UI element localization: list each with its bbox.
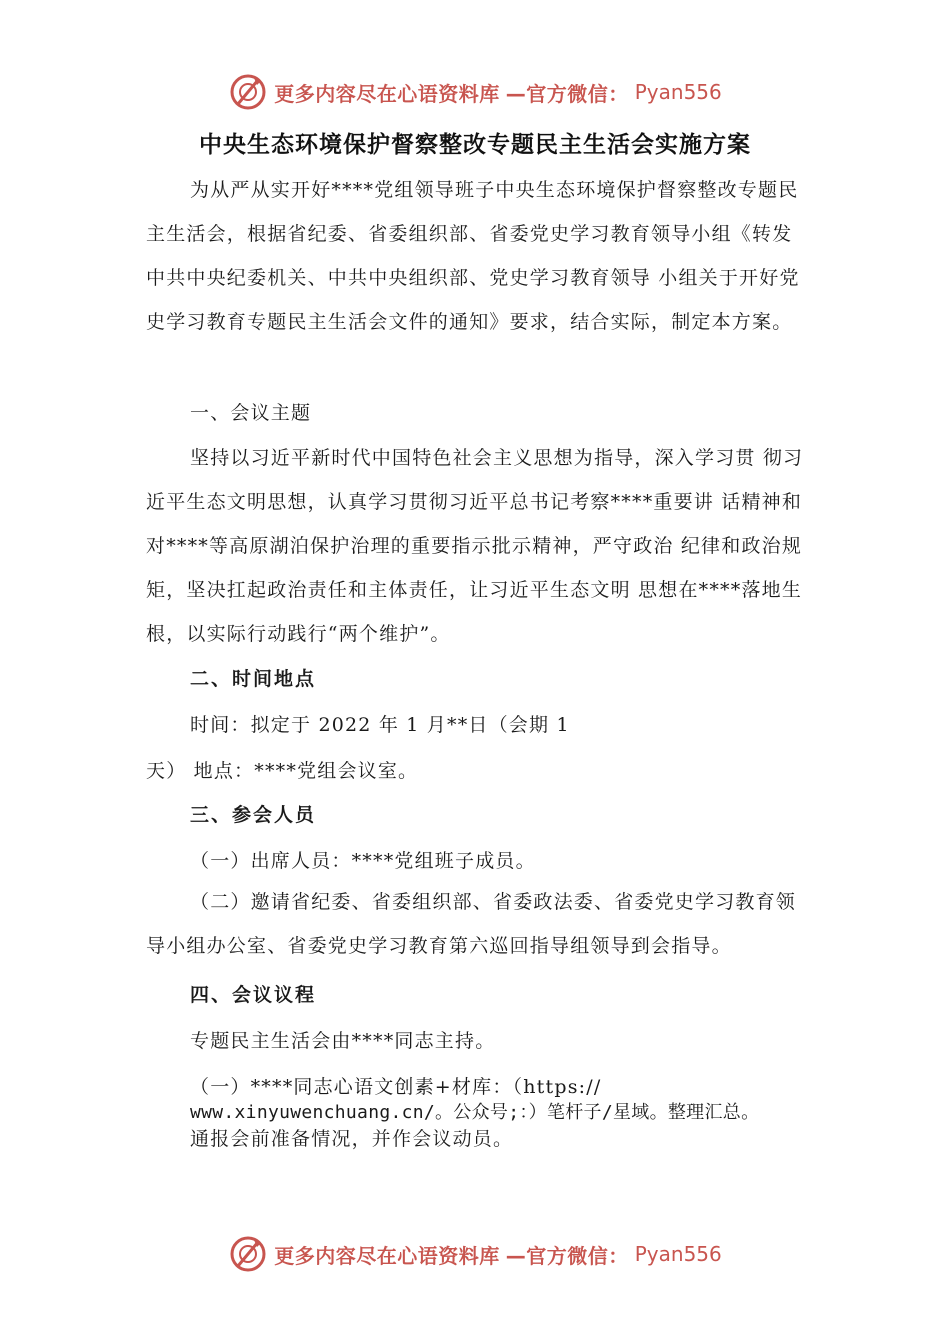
- section2-time: 时间：拟定于 2022 年 1 月**日（会期 1: [190, 714, 570, 736]
- section1-body: 坚持以习近平新时代中国特色社会主义思想为指导，深入学习贯 彻习近平生态文明思想，认真学习贯彻习近平总书记考察****重要讲 话精神和对****等高原湖泊保护治理的重要指示批示精神，严守政治 纪律和政治规矩，坚决扛起政治责任和主体责任，让习近平生态文明 思想在****落地生根，以实际行动践行“两个维护”。: [146, 447, 804, 645]
- brand-logo-icon: [228, 1234, 268, 1274]
- section3-heading: 三、参会人员: [190, 804, 317, 826]
- section4-item1-line3: 通报会前准备情况，并作会议动员。: [190, 1128, 514, 1150]
- section4-heading: 四、会议议程: [190, 984, 317, 1006]
- section4-item1-line2: www.xinyuwenchuang.cn/。公众号;：）笔杆子/星域。整理汇总。: [190, 1102, 760, 1123]
- top-banner: [0, 70, 950, 114]
- banner-main-text: 更多内容尽在心语资料库: [274, 81, 500, 106]
- intro-paragraph: 为从严从实开好****党组领导班子中央生态环境保护督察整改专题民主生活会，根据省纪委、省委组织部、省委党史学习教育领导小组《转发中共中央纪委机关、中共中央组织部、党史学习教育领导 小组关于开好党史学习教育专题民主生活会文件的通知》要求，结合实际，制定本方案。: [146, 179, 800, 333]
- banner-dash-text: —官方微信：: [505, 1243, 629, 1268]
- brand-logo-icon: [228, 72, 268, 112]
- section3-item2: （二）邀请省纪委、省委组织部、省委政法委、省委党史学习教育领导小组办公室、省委党史学习教育第六巡回指导组领导到会指导。: [146, 891, 797, 957]
- banner-wechat-id: Pyan556: [634, 1242, 722, 1266]
- section1-heading: 一、会议主题: [190, 402, 312, 424]
- banner-wechat-id: Pyan556: [634, 80, 722, 104]
- section4-item1-line1: （一）****同志心语文创素+材库：（https://: [190, 1076, 602, 1098]
- banner-dash-text: —官方微信：: [505, 81, 629, 106]
- section3-item1: （一）出席人员：****党组班子成员。: [190, 850, 536, 872]
- section2-heading: 二、时间地点: [190, 668, 317, 690]
- section4-host: 专题民主生活会由****同志主持。: [190, 1030, 496, 1052]
- bottom-banner: [0, 1232, 950, 1276]
- document-title: 中央生态环境保护督察整改专题民主生活会实施方案: [199, 131, 751, 158]
- section2-place: 天） 地点：****党组会议室。: [146, 760, 419, 782]
- banner-main-text: 更多内容尽在心语资料库: [274, 1243, 500, 1268]
